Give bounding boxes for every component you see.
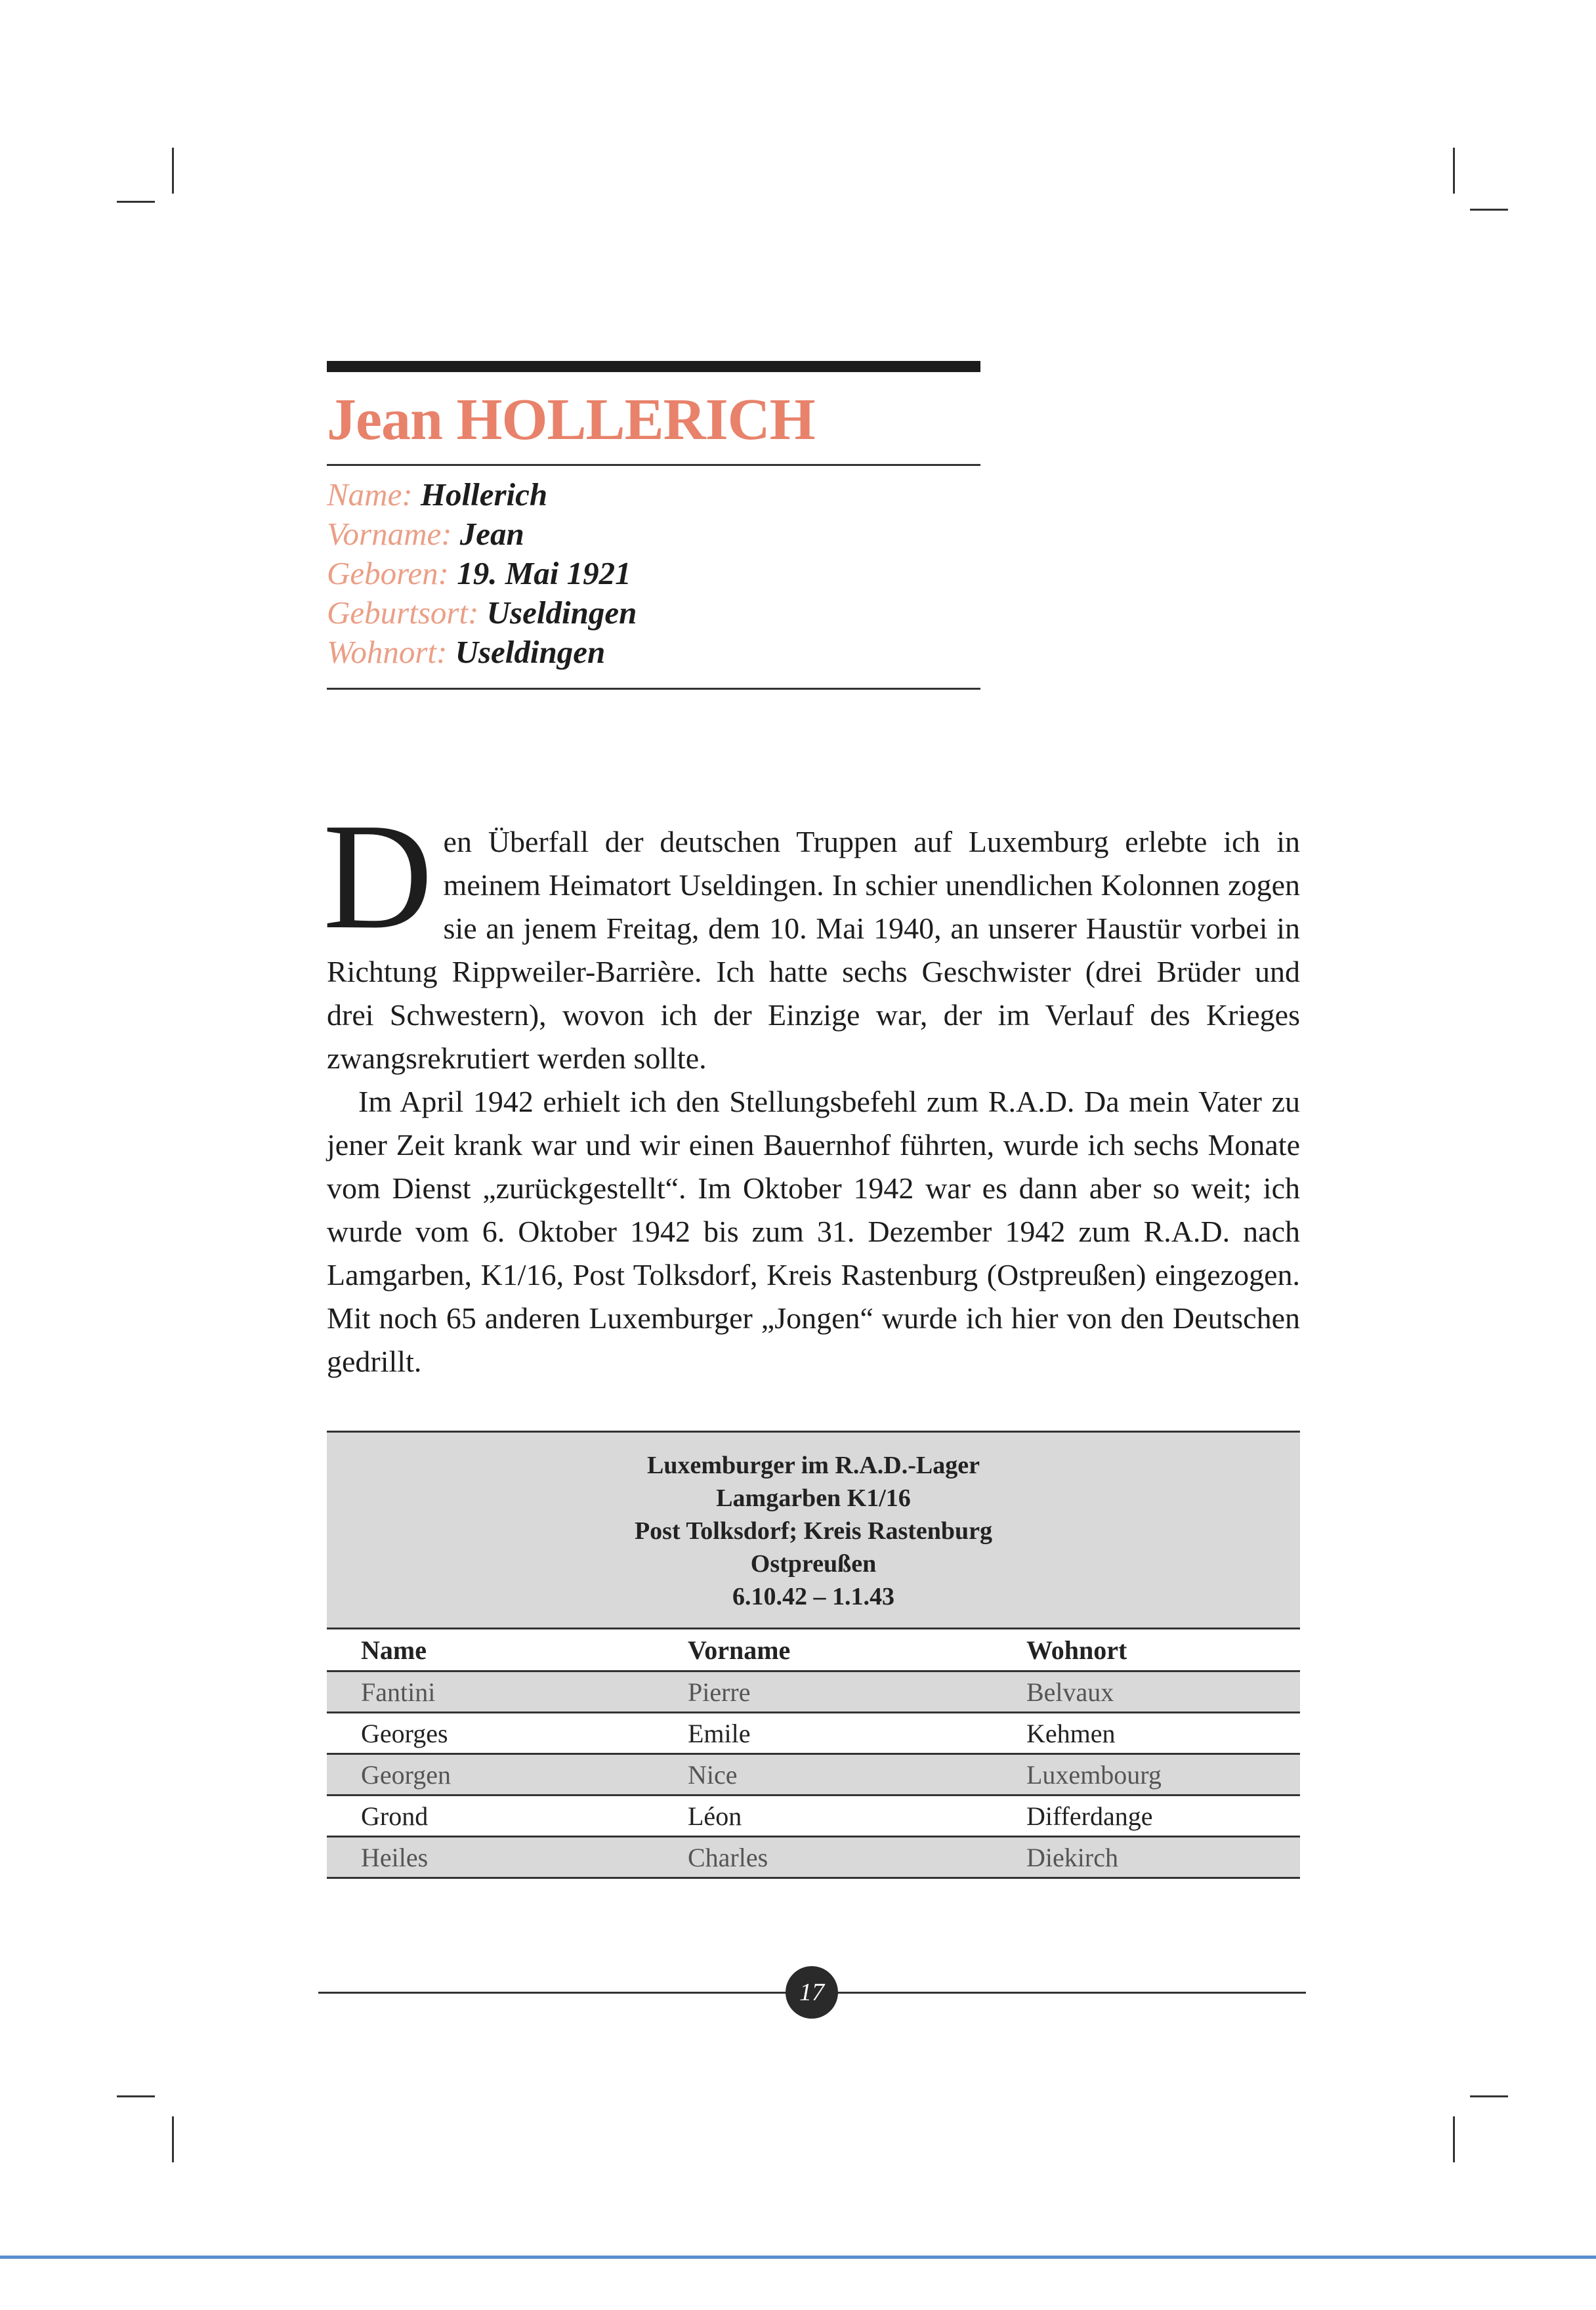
header-top-rule bbox=[327, 361, 980, 372]
cell-wohnort: Luxembourg bbox=[1026, 1759, 1162, 1790]
person-name-title: Jean HOLLERICH bbox=[327, 387, 815, 452]
table-row bbox=[327, 1713, 1300, 1755]
info-row-wohnort bbox=[327, 633, 980, 672]
crop-mark-bottom-right bbox=[1470, 2095, 1508, 2097]
info-value: Useldingen bbox=[455, 634, 606, 670]
cell-vorname: Pierre bbox=[688, 1677, 751, 1707]
info-label: Name: bbox=[327, 476, 413, 513]
cell-name: Grond bbox=[361, 1801, 429, 1831]
roster-table bbox=[327, 1431, 1300, 1879]
cell-vorname: Léon bbox=[688, 1801, 742, 1831]
caption-line: Lamgarben K1/16 bbox=[716, 1484, 911, 1512]
table-row bbox=[327, 1672, 1300, 1713]
scan-edge-line bbox=[0, 2256, 1596, 2259]
info-label: Vorname: bbox=[327, 516, 452, 552]
person-header bbox=[327, 361, 980, 690]
paragraph-1-text: en Überfall der deutschen Truppen auf Luxemburg erlebte ich in meinem Heimatort Useldingen. In schier unendlichen Kolonnen zogen sie an jenem Freitag, dem 10. Mai 1940, an unserer Haustür vorbei in Richtung Rippweiler-Barrière. Ich hatte sechs Geschwister (drei Brüder und drei Schwestern), wovon ich der Einzige war, der im Verlauf des Krieges zwangsrekrutiert werden sollte. bbox=[327, 825, 1300, 1075]
info-label: Geboren: bbox=[327, 555, 449, 591]
cell-name: Fantini bbox=[361, 1677, 436, 1707]
info-row-vorname bbox=[327, 514, 980, 554]
cell-wohnort: Differdange bbox=[1026, 1801, 1153, 1831]
crop-mark-bottom-left bbox=[117, 2095, 155, 2097]
caption-line: 6.10.42 – 1.1.43 bbox=[732, 1583, 894, 1610]
cell-vorname: Emile bbox=[688, 1718, 751, 1748]
table-row bbox=[327, 1838, 1300, 1879]
caption-line: Post Tolksdorf; Kreis Rastenburg bbox=[634, 1517, 993, 1545]
cell-wohnort: Diekirch bbox=[1026, 1842, 1118, 1872]
info-label: Geburtsort: bbox=[327, 595, 479, 631]
header-vorname: Vorname bbox=[688, 1635, 791, 1665]
info-value: Jean bbox=[459, 516, 524, 552]
info-value: Useldingen bbox=[486, 595, 637, 631]
article-body bbox=[323, 792, 1300, 1383]
drop-cap: D bbox=[323, 792, 433, 961]
cell-wohnort: Kehmen bbox=[1026, 1718, 1116, 1748]
paragraph-2: Im April 1942 erhielt ich den Stellungsbefehl zum R.A.D. Da mein Vater zu jener Zeit krank war und wir einen Bauernhof führten, wurde ich sechs Monate vom Dienst „zurückgestellt“. Im Oktober 1942 war es dann aber so weit; ich wurde vom 6. Oktober 1942 bis zum 31. Dezember 1942 zum R.A.D. nach Lamgarben, K1/16, Post Tolksdorf, Kreis Rastenburg (Ostpreußen) eingezogen. Mit noch 65 anderen Luxemburger „Jongen“ wurde ich hier von den Deutschen gedrillt. bbox=[327, 1085, 1300, 1378]
paragraph-1 bbox=[323, 792, 1300, 1080]
cell-wohnort: Belvaux bbox=[1026, 1677, 1114, 1707]
caption-line: Luxemburger im R.A.D.-Lager bbox=[647, 1452, 980, 1479]
header-rule bbox=[327, 464, 980, 466]
page-footer bbox=[318, 1962, 1306, 2021]
info-value: Hollerich bbox=[420, 476, 548, 513]
crop-mark-top-right bbox=[1470, 209, 1508, 211]
info-row-name bbox=[327, 475, 980, 514]
cell-vorname: Charles bbox=[688, 1842, 768, 1872]
crop-mark-top-left bbox=[172, 148, 174, 194]
table-caption bbox=[327, 1431, 1300, 1629]
table-row bbox=[327, 1755, 1300, 1796]
header-wohnort: Wohnort bbox=[1026, 1635, 1127, 1665]
cell-name: Georges bbox=[361, 1718, 448, 1748]
person-info-list bbox=[327, 475, 980, 672]
info-value: 19. Mai 1921 bbox=[457, 555, 631, 591]
info-row-geburtsort bbox=[327, 593, 980, 633]
crop-mark-bottom-right bbox=[1453, 2116, 1455, 2162]
info-label: Wohnort: bbox=[327, 634, 448, 670]
table-header-row bbox=[327, 1629, 1300, 1672]
crop-mark-top-right bbox=[1453, 148, 1455, 194]
page-number-badge: 17 bbox=[786, 1966, 838, 2019]
table-row bbox=[327, 1796, 1300, 1838]
crop-mark-bottom-left bbox=[172, 2116, 174, 2162]
header-bottom-rule bbox=[327, 688, 980, 690]
cell-name: Georgen bbox=[361, 1759, 451, 1790]
crop-mark-top-left bbox=[117, 201, 155, 203]
header-name: Name bbox=[361, 1635, 427, 1665]
caption-line: Ostpreußen bbox=[750, 1550, 877, 1578]
cell-name: Heiles bbox=[361, 1842, 429, 1872]
info-row-geboren bbox=[327, 554, 980, 593]
cell-vorname: Nice bbox=[688, 1759, 738, 1790]
